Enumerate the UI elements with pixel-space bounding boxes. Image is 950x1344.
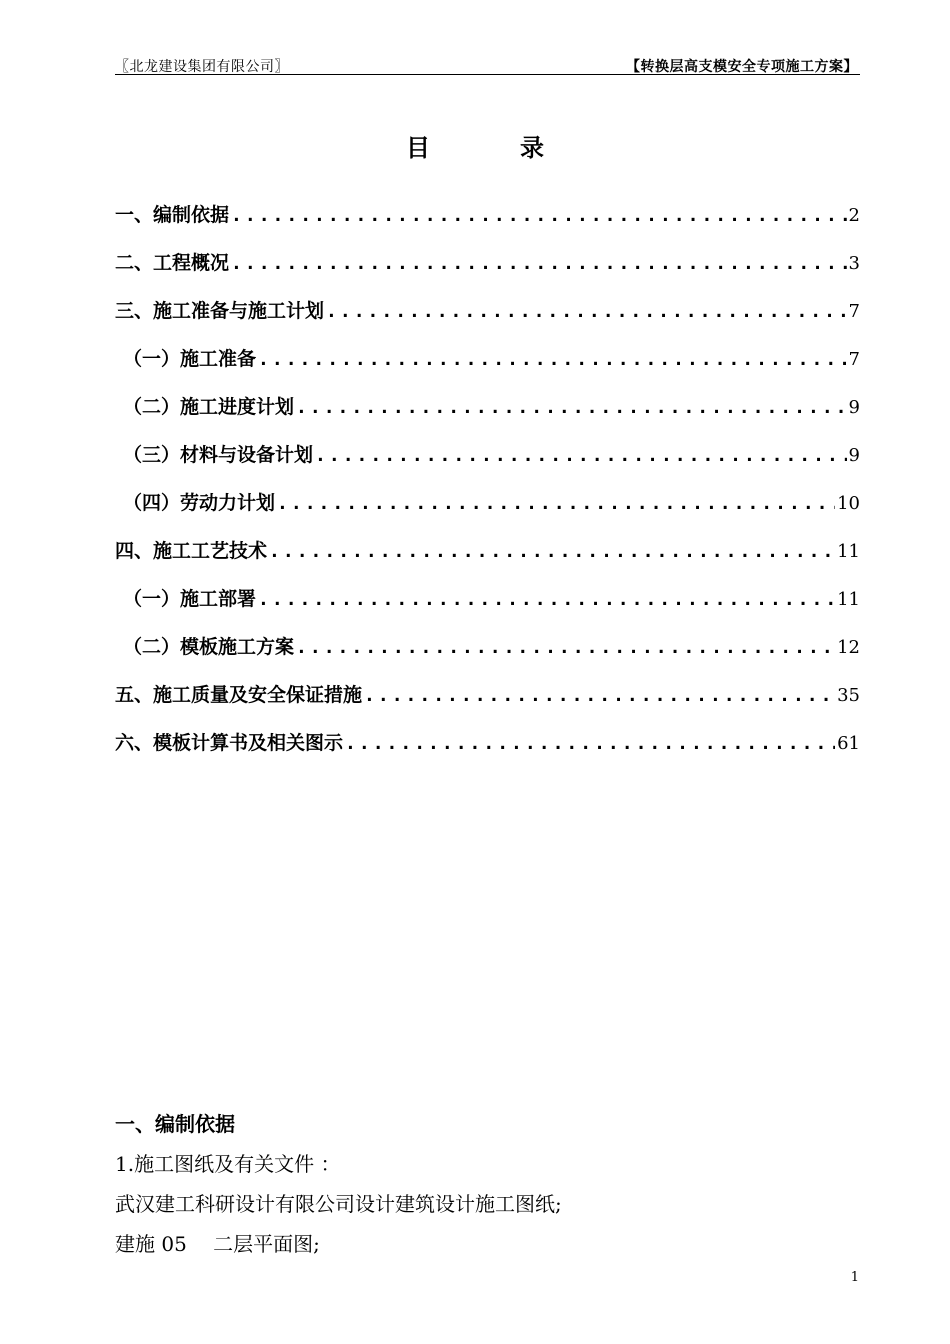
toc-entry-page: 7 — [848, 301, 860, 322]
toc-entry-page: 12 — [837, 637, 860, 658]
toc-subentry[interactable] — [115, 392, 860, 440]
toc-subentry[interactable] — [115, 488, 860, 536]
toc-entry-page: 9 — [848, 397, 860, 418]
toc-entry-label: 三、施工准备与施工计划 — [115, 300, 325, 322]
toc-entry-label: 四、施工工艺技术 — [115, 540, 268, 562]
toc-entry[interactable] — [115, 248, 860, 296]
toc-entry-page: 61 — [837, 733, 860, 754]
toc-leader-dots — [364, 685, 835, 706]
toc-entry-label: （一）施工部署 — [123, 588, 257, 610]
toc-leader-dots — [296, 397, 847, 418]
toc-entry-label: 五、施工质量及安全保证措施 — [115, 684, 363, 706]
toc-leader-dots — [277, 493, 835, 514]
toc-entry-label: （四）劳动力计划 — [123, 492, 276, 514]
toc-title — [0, 128, 950, 163]
section-heading: 一、编制依据 — [115, 1112, 235, 1136]
toc-leader-dots — [269, 541, 835, 562]
page-header-right: 【转换层高支模安全专项施工方案】 — [626, 59, 858, 75]
toc-entry-page: 11 — [837, 541, 860, 562]
toc-leader-dots — [345, 733, 835, 754]
toc-leader-dots — [326, 301, 847, 322]
toc-entry-page: 11 — [837, 589, 860, 610]
body-section — [115, 1108, 860, 1268]
header-rule — [115, 74, 860, 75]
toc-leader-dots — [315, 445, 847, 466]
toc-subentry[interactable] — [115, 344, 860, 392]
toc-entry[interactable] — [115, 536, 860, 584]
toc-entry[interactable] — [115, 200, 860, 248]
toc-subentry[interactable] — [115, 440, 860, 488]
toc-entry[interactable] — [115, 728, 860, 776]
page-number: 1 — [850, 1270, 859, 1285]
toc-title-part2: 录 — [520, 134, 544, 162]
toc-entry-label: 一、编制依据 — [115, 204, 230, 226]
toc-entry-label: （二）模板施工方案 — [123, 636, 295, 658]
toc-entry-page: 9 — [848, 445, 860, 466]
toc-leader-dots — [258, 349, 847, 370]
toc-entry[interactable] — [115, 680, 860, 728]
toc-subentry[interactable] — [115, 632, 860, 680]
toc-entry-label: 六、模板计算书及相关图示 — [115, 732, 344, 754]
body-paragraph: 武汉建工科研设计有限公司设计建筑设计施工图纸; — [115, 1192, 562, 1216]
toc-leader-dots — [231, 205, 847, 226]
toc-entry-page: 35 — [837, 685, 860, 706]
toc-entry[interactable] — [115, 296, 860, 344]
body-paragraph: 建施 05 二层平面图; — [115, 1232, 320, 1256]
toc-leader-dots — [296, 637, 835, 658]
toc-entry-page: 10 — [837, 493, 860, 514]
page-header-left: 〖北龙建设集团有限公司〗 — [115, 59, 289, 75]
toc-title-part1: 目 — [406, 134, 430, 162]
toc-entry-page: 3 — [848, 253, 860, 274]
toc-entry-label: （三）材料与设备计划 — [123, 444, 314, 466]
toc-subentry[interactable] — [115, 584, 860, 632]
toc-entry-page: 7 — [848, 349, 860, 370]
toc-entry-page: 2 — [848, 205, 860, 226]
toc-leader-dots — [231, 253, 847, 274]
body-paragraph: 1.施工图纸及有关文件 ： — [115, 1152, 341, 1176]
toc-entry-label: （二）施工进度计划 — [123, 396, 295, 418]
table-of-contents — [115, 200, 860, 776]
toc-entry-label: 二、工程概况 — [115, 252, 230, 274]
toc-entry-label: （一）施工准备 — [123, 348, 257, 370]
toc-leader-dots — [258, 589, 835, 610]
